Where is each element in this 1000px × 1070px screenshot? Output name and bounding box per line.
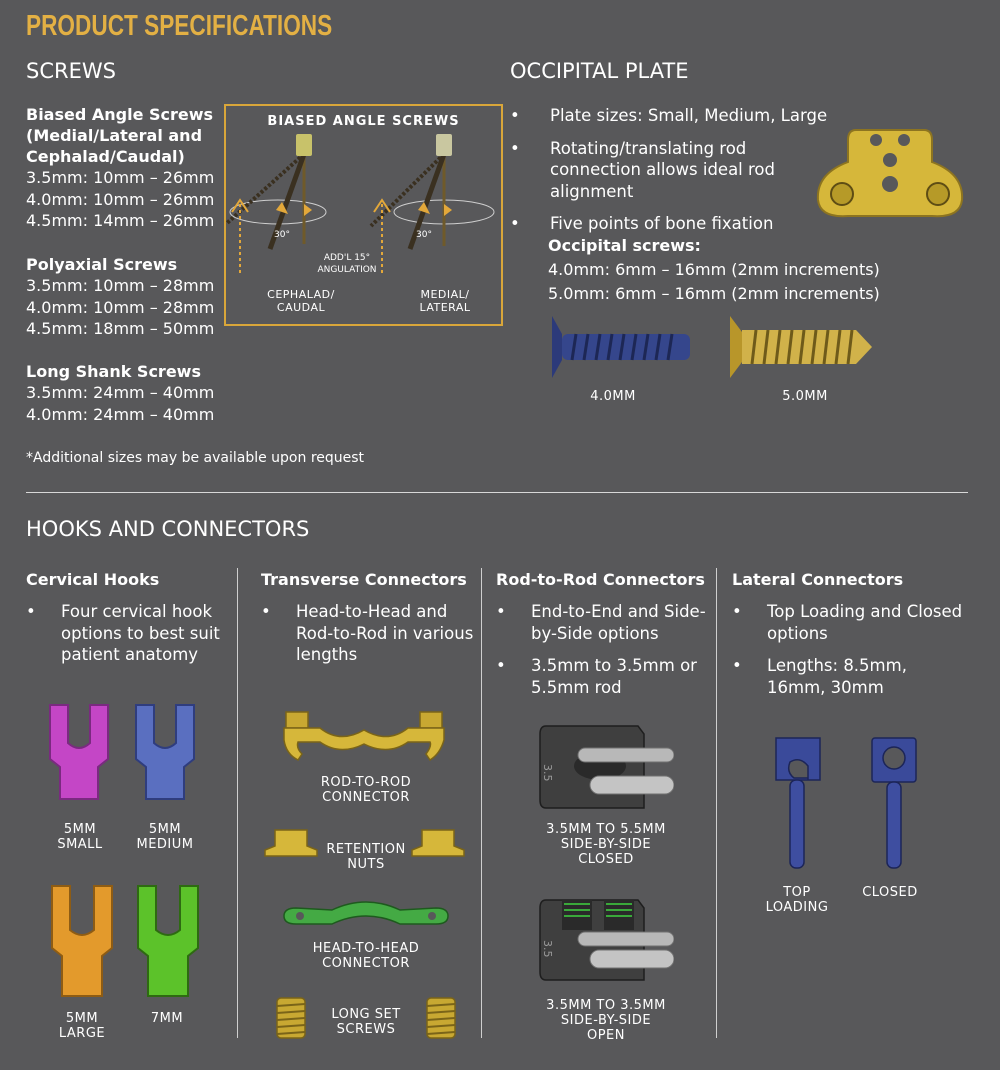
caption-5mm: 5.0MM (782, 389, 828, 404)
caption-line: CONNECTOR (322, 790, 410, 805)
hook-5mm-large-image (48, 884, 116, 1000)
addl-line: ANGULATION (317, 265, 377, 275)
rod-connector-open-image (538, 898, 674, 988)
lateral-connectors-name: Lateral Connectors (732, 570, 904, 589)
caption-line: 5MM (63, 822, 97, 837)
rod-to-rod-bullet: • 3.5mm to 3.5mm or 5.5mm rod (492, 655, 714, 698)
hooks-heading: HOOKS AND CONNECTORS (26, 517, 310, 541)
column-divider (237, 568, 238, 1038)
occipital-screw-4mm-image (546, 312, 696, 382)
long-set-screw-image (274, 996, 308, 1040)
caption-line: HEAD-TO-HEAD (312, 941, 420, 956)
caption-line: SMALL (57, 837, 103, 852)
caption-line: NUTS (347, 857, 385, 872)
caption-medial (390, 288, 500, 314)
caption-open (533, 998, 679, 1043)
polyaxial-size: 4.0mm: 10mm – 28mm (26, 297, 215, 317)
long-shank-name: Long Shank Screws (26, 362, 201, 381)
caption-line: CEPHALAD/ (267, 288, 335, 301)
caption-line: RETENTION (326, 842, 406, 857)
lateral-connector-top-loading-image (774, 736, 824, 872)
caption-hook-large (42, 1011, 122, 1041)
caption-retention-nuts (316, 842, 416, 872)
occipital-plate-image (814, 126, 966, 220)
cervical-hooks-name: Cervical Hooks (26, 570, 160, 589)
biased-size: 3.5mm: 10mm – 26mm (26, 168, 215, 187)
head-to-head-connector-image (280, 898, 452, 938)
transverse-bullets (257, 601, 475, 677)
caption-line: SIDE-BY-SIDE (560, 1013, 652, 1028)
figure-title: BIASED ANGLE SCREWS (267, 114, 460, 129)
rod-to-rod-connectors-name: Rod-to-Rod Connectors (496, 570, 705, 589)
long-shank-spec (26, 361, 226, 425)
caption-line: LATERAL (419, 301, 471, 314)
caption-line: MEDIAL/ (420, 288, 470, 301)
biased-angle-figure (224, 104, 503, 326)
angle-label-left: 30° (274, 230, 290, 240)
page-title: PRODUCT SPECIFICATIONS (26, 10, 333, 42)
caption-line: SIDE-BY-SIDE (560, 837, 652, 852)
cervical-bullet: • Four cervical hook options to best suit patient anatomy (22, 601, 230, 666)
caption-line: LARGE (58, 1026, 106, 1041)
caption-head-to-head (296, 941, 436, 971)
caption-line: ROD-TO-ROD (320, 775, 412, 790)
lateral-bullet: • Top Loading and Closed options (728, 601, 968, 644)
column-divider (481, 568, 482, 1038)
caption-hook-small (40, 822, 120, 852)
angle-label-right: 30° (416, 230, 432, 240)
retention-nut-image (410, 828, 466, 860)
occipital-bullets (510, 105, 840, 246)
transverse-connectors-name: Transverse Connectors (261, 570, 467, 589)
caption-cephalad (246, 288, 356, 314)
rod-to-rod-bullets (492, 601, 714, 709)
caption-line: CAUDAL (276, 301, 326, 314)
addl-line: ADD'L 15° (323, 253, 371, 263)
block-label: 3.5 (541, 764, 554, 782)
rod-to-rod-bullet: • End-to-End and Side-by-Side options (492, 601, 714, 644)
biased-name-line: Cephalad/Caudal) (26, 147, 185, 166)
caption-line: 5MM (148, 822, 182, 837)
screws-heading: SCREWS (26, 59, 116, 83)
polyaxial-size: 3.5mm: 10mm – 28mm (26, 276, 215, 295)
caption-line: 7MM (150, 1011, 184, 1026)
occipital-screw-5mm-image (726, 312, 874, 382)
biased-size: 4.0mm: 10mm – 26mm (26, 189, 215, 209)
lateral-connector-closed-image (870, 736, 918, 872)
polyaxial-spec (26, 254, 226, 340)
caption-line: CONNECTOR (322, 956, 410, 971)
lateral-bullet: • Lengths: 8.5mm, 16mm, 30mm (728, 655, 968, 698)
caption-line: CLOSED (578, 852, 634, 867)
caption-line: CLOSED (862, 885, 918, 900)
caption-hook-7mm (127, 1011, 207, 1026)
caption-lateral-closed (850, 885, 930, 900)
caption-line: LOADING (765, 900, 829, 915)
caption-4mm: 4.0MM (590, 389, 636, 404)
hook-5mm-medium-image (132, 703, 198, 803)
addl-angulation-label (312, 252, 382, 276)
biased-size: 4.5mm: 14mm – 26mm (26, 211, 215, 230)
caption-line: OPEN (586, 1028, 625, 1043)
occipital-screw-size: 5.0mm: 6mm – 16mm (2mm increments) (548, 284, 880, 303)
hook-7mm-image (134, 884, 202, 1000)
occipital-bullet: • Five points of bone fixation (510, 213, 840, 235)
polyaxial-size: 4.5mm: 18mm – 50mm (26, 319, 215, 338)
occipital-heading: OCCIPITAL PLATE (510, 59, 689, 83)
cervical-bullets (22, 601, 230, 677)
polyaxial-name: Polyaxial Screws (26, 255, 178, 274)
biased-name-line: (Medial/Lateral and (26, 126, 203, 145)
transverse-bullet: • Head-to-Head and Rod-to-Rod in various lengths (257, 601, 475, 666)
hook-5mm-small-image (46, 703, 112, 803)
caption-top-loading (752, 885, 842, 915)
caption-rod-to-rod (296, 775, 436, 805)
caption-line: TOP (783, 885, 811, 900)
biased-angle-spec (26, 104, 226, 232)
caption-line: 3.5MM TO 5.5MM (546, 822, 666, 837)
occipital-bullet: • Rotating/translating rod connection allows ideal rod alignment (510, 138, 840, 203)
long-shank-size: 3.5mm: 24mm – 40mm (26, 383, 215, 402)
caption-long-set-screws (316, 1007, 416, 1037)
occipital-screw-size: 4.0mm: 6mm – 16mm (2mm increments) (548, 260, 880, 279)
footnote: *Additional sizes may be available upon request (26, 450, 365, 466)
rod-to-rod-connector-image (280, 710, 448, 768)
section-divider (26, 492, 968, 493)
rod-connector-closed-image (538, 724, 674, 816)
occipital-bullet: • Plate sizes: Small, Medium, Large (510, 105, 840, 127)
lateral-bullets (728, 601, 968, 709)
biased-name-line: Biased Angle Screws (26, 105, 214, 124)
block-label: 3.5 (541, 940, 554, 958)
caption-line: 3.5MM TO 3.5MM (546, 998, 666, 1013)
caption-line: MEDIUM (136, 837, 194, 852)
caption-line: LONG SET (331, 1007, 401, 1022)
caption-closed (533, 822, 679, 867)
caption-line: SCREWS (336, 1022, 396, 1037)
occipital-screws-heading: Occipital screws: (548, 236, 701, 255)
column-divider (716, 568, 717, 1038)
caption-line: 5MM (65, 1011, 99, 1026)
retention-nut-image (263, 828, 319, 860)
long-set-screw-image (424, 996, 458, 1040)
long-shank-size: 4.0mm: 24mm – 40mm (26, 404, 215, 424)
caption-hook-medium (125, 822, 205, 852)
